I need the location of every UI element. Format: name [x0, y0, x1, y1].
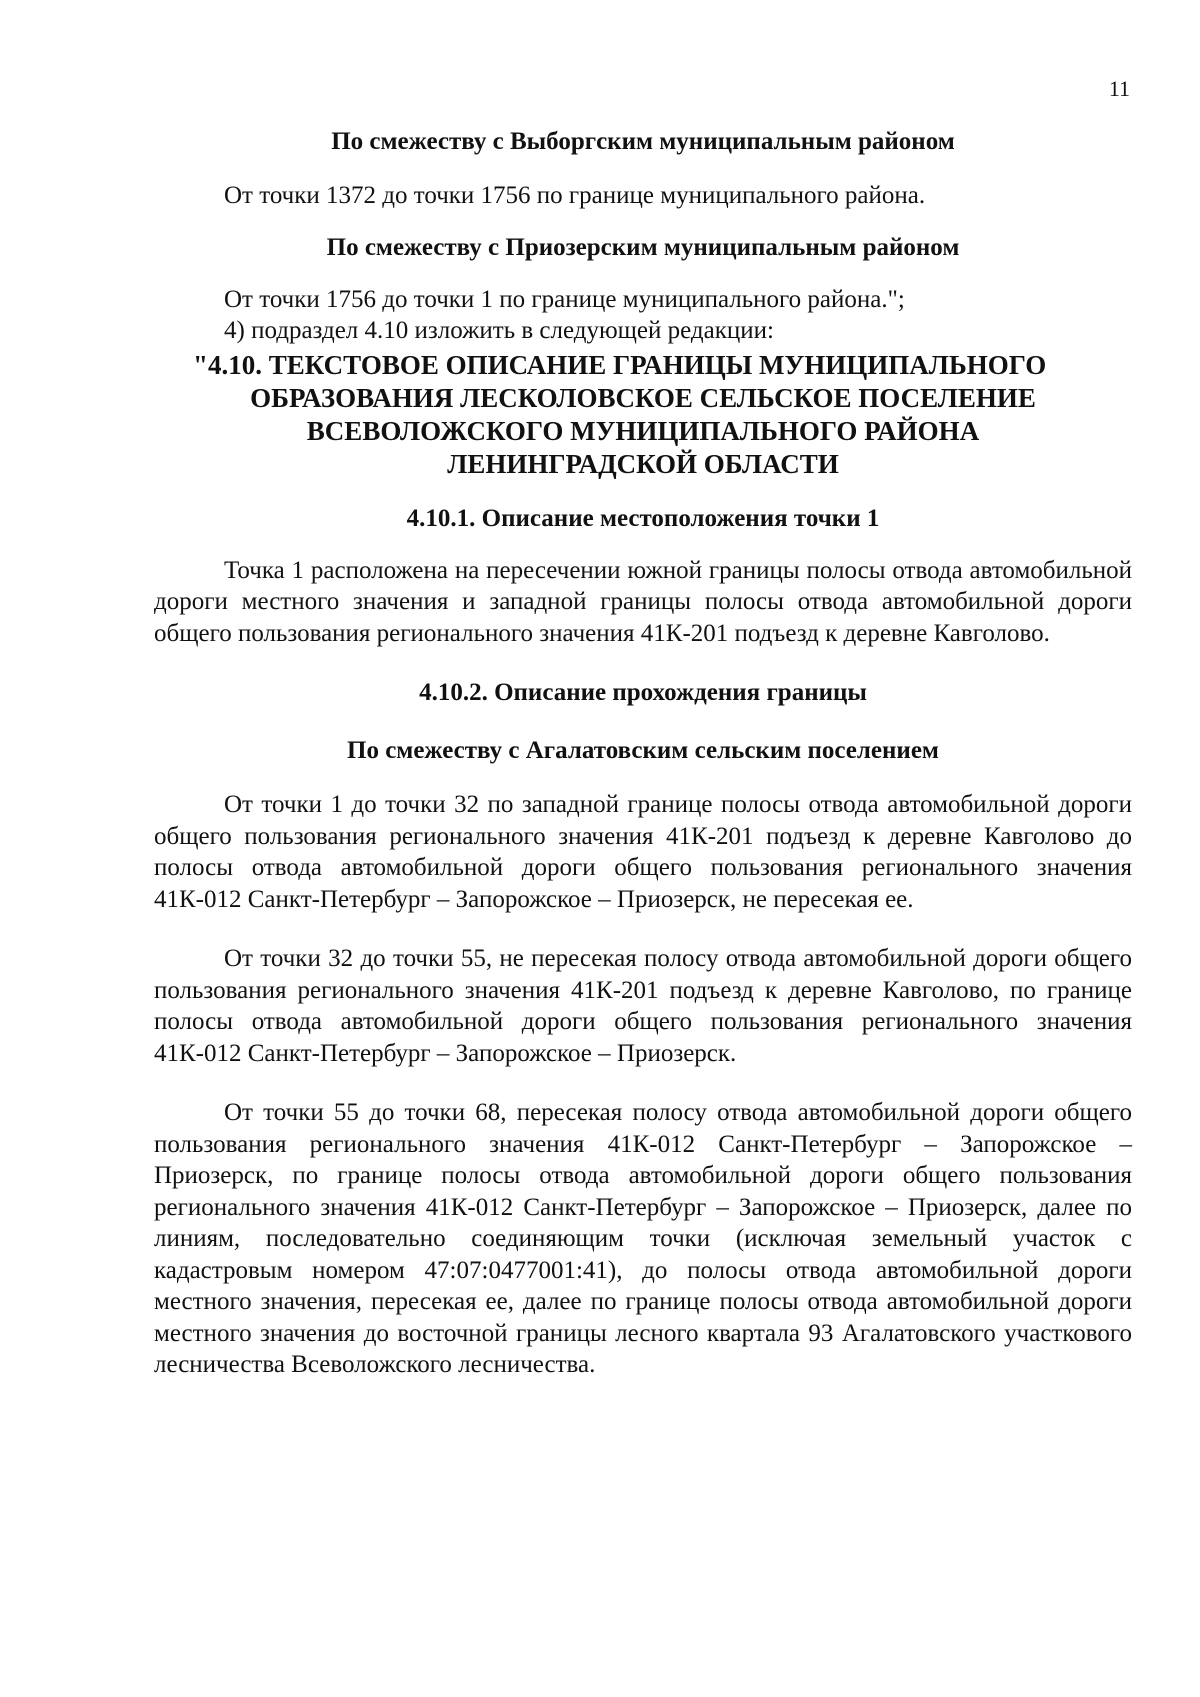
main-title-line-3: ВСЕВОЛОЖСКОГО МУНИЦИПАЛЬНОГО РАЙОНА [306, 415, 980, 446]
paragraph-boundary-1: От точки 1 до точки 32 по западной границе полосы отвода автомобильной дороги общего пользования регионального значения 41К-201 подъезд к деревне Кавголово до полосы отвода автомобильной дороги общего пользования регионального значения 41К-012 Санкт-Петербург – Запорожское – Приозерск, не пересекая ее. [154, 791, 1132, 913]
paragraph-boundary-3: От точки 55 до точки 68, пересекая полосу отвода автомобильной дороги общего пользования регионального значения 41К-012 Санкт-Петербург – Запорожское – Приозерск, по границе полосы отвода автомобильной дороги общего пользования регионального значения 41К-012 Санкт-Петербург – Запорожское – Приозерск, далее по линиям, последовательно соединяющим точки (исключая земельный участок с кадастровым номером 47:07:0477001:41), до полосы отвода автомобильной дороги местного значения, пересекая ее, далее по границе полосы отвода автомобильной дороги местного значения до восточной границы лесного квартала 93 Агалатовского участкового лесничества Всеволожского лесничества. [154, 1099, 1132, 1378]
paragraph-amendment: 4) подраздел 4.10 изложить в следующей редакции: [224, 317, 774, 344]
section-heading-vyborg: По смежеству с Выборгским муниципальным районом [331, 128, 955, 155]
main-title-line-2: ОБРАЗОВАНИЯ ЛЕСКОЛОВСКОЕ СЕЛЬСКОЕ ПОСЕЛЕНИЕ [250, 382, 1036, 413]
main-title [154, 349, 1132, 481]
section-heading-agalatovo: По смежеству с Агалатовским сельским поселением [347, 737, 939, 764]
paragraph-boundary-2: От точки 32 до точки 55, не пересекая полосу отвода автомобильной дороги общего пользования регионального значения 41К-201 подъезд к деревне Кавголово, по границе полосы отвода автомобильной дороги общего пользования регионального значения 41К-012 Санкт-Петербург – Запорожское – Приозерск. [154, 945, 1132, 1067]
main-title-line-4: ЛЕНИНГРАДСКОЙ ОБЛАСТИ [447, 448, 839, 479]
paragraph-point-1: Точка 1 расположена на пересечении южной границы полосы отвода автомобильной дороги местного значения и западной границы полосы отвода автомобильной дороги общего пользования регионального значения 41К-201 подъезд к деревне Кавголово. [154, 556, 1132, 647]
subsection-heading-2: 4.10.2. Описание прохождения границы [419, 679, 867, 706]
page-number: 11 [1108, 76, 1130, 101]
paragraph-priozersk: От точки 1756 до точки 1 по границе муниципального района."; [224, 285, 905, 313]
paragraph-vyborg: От точки 1372 до точки 1756 по границе муниципального района. [224, 182, 926, 209]
subsection-heading-1: 4.10.1. Описание местоположения точки 1 [406, 504, 880, 532]
main-title-line-1: "4.10. ТЕКСТОВОЕ ОПИСАНИЕ ГРАНИЦЫ МУНИЦИПАЛЬНОГО [193, 349, 1047, 380]
document-body [154, 126, 1132, 1381]
section-heading-priozersk: По смежеству с Приозерским муниципальным районом [326, 233, 960, 261]
